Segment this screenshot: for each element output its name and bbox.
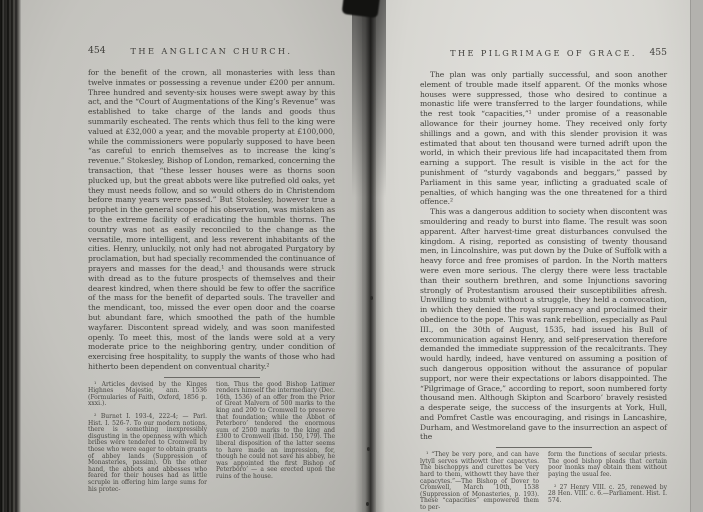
left-footnote-separator xyxy=(164,377,260,378)
left-footnotes xyxy=(88,382,335,494)
right-page xyxy=(376,0,690,512)
book-page-edges xyxy=(0,0,21,512)
spine-gutter-top-shadow xyxy=(352,0,386,220)
right-running-head xyxy=(420,48,667,61)
scan-speck xyxy=(367,447,370,451)
left-body-text xyxy=(88,68,335,372)
footnote: ² Burnet I. 193-4, 222-4; — Parl. Hist. I. 526-7. To our modern notions, there is something inexpressibly disgusting in the openness with which bribes were tendered to Cromwell by those who were eager to obtain grants of abbey lands (Suppression of Monasteries, passim). On the other hand, the abbots and abbesses who feared for their houses had as little scruple in offering him large sums for his protec- xyxy=(88,413,207,493)
left-page-number: 454 xyxy=(88,45,106,56)
right-body-paragraph: This was a dangerous addition to society when discontent was smouldering and ready to burst into flame. The result was soon apparent. After harvest-time great disturbances convulsed the kingdom. A rising, reported as consisting of twenty thousand men, in Lincolnshire, was put down by the Duke of Suffolk with a heavy force and free promises of pardon. In the North matters were even more serious. The clergy there were less tractable than their southern brethren, and some Injunctions savoring strongly of Protestantism aroused their susceptibilities afresh. Unwilling to submit without a struggle, they held a convocation, in which they denied the royal supremacy and proclaimed their obedience to the pope. This was rank rebellion, especially as Paul III., on the 30th of August, 1535, had issued his Bull of excommunication against Henry, and self-preservation therefore demanded the immediate suppression of the recalcitrants. They would hardly, indeed, have ventured on assuming a position of such dangerous opposition without the assurance of popular support, nor were their expectations or labors disappointed. The “Pilgrimage of Grace,” according to report, soon numbered forty thousand men. Although Skipton and Scarboro’ bravely resisted a desperate seige, the success of the insurgents at York, Hull, and Pomfret Castle was encouraging, and risings in Lancashire, Durham, and Westmoreland gave to the insurrection an aspect of the xyxy=(420,207,667,442)
right-footnote-separator xyxy=(496,447,592,448)
right-footnotes-column-2 xyxy=(548,452,667,511)
footnote-continuation: form the functions of secular priests. The good bishop pleads that certain poor monks may obtain them without paying the usual fee. xyxy=(548,451,667,479)
left-page xyxy=(21,0,362,512)
left-footnotes-column-1 xyxy=(88,382,207,494)
right-running-head-title: THE PILGRIMAGE OF GRACE. xyxy=(450,48,637,58)
scan-speck xyxy=(366,502,369,506)
scan-speck xyxy=(370,296,373,300)
left-body-paragraph: for the benefit of the crown, all monasteries with less than twelve inmates or possessing a revenue under £200 per annum. Three hundred and seventy-six houses were swept away by this act, and the “Court of Augmentations of the King’s Revenue” was established to take charge of the lands and goods thus summarily escheated. The rents which thus fell to the king were valued at £32,000 a year, and the movable property at £100,000, while the commissioners were popularly supposed to have been “as careful to enrich themselves as to increase the king’s revenue.” Stokesley, Bishop of London, remarked, concerning the transaction, that “these lesser houses were as thorns soon plucked up, but the great abbots were like putrefied old oaks, yet they must needs follow, and so would others do in Christendom before many years were passed.” But Stokesley, however true a prophet in the general scope of his observation, was mistaken as to the extreme facility of eradicating the humble thorns. The country was not as easily reconciled to the change as the versatile, more intelligent, and less reverent inhabitants of the cities. Henry, unluckily, not only had not abrogated Purgatory by proclamation, but had specially recommended the continuance of prayers and masses for the dead,¹ and thousands were struck with dread as to the future prospects of themselves and their dearest kindred, when there should be few to offer the sacrifice of the mass for the benefit of departed souls. The traveller and the mendicant, too, missed the ever open door and the coarse but abundant fare, which smoothed the path of the humble wayfarer. Discontent spread widely, and was soon manifested openly. To meet this, most of the lands were sold at a very moderate price to the neighboring gentry, under condition of exercising free hospitality, to supply the wants of those who had hitherto been dependent on conventual charity.² xyxy=(88,68,335,371)
footnote: ¹ Articles devised by the Kinges Highnes Majestie, ann. 1536 (Formularies of Faith, Oxford, 1856 p. xxxi.). xyxy=(88,380,207,408)
footnote: ² 27 Henry VIII. c. 25, renewed by 28 Hen. VIII. c. 6.—Parliament. Hist. I. 574. xyxy=(548,483,667,504)
right-body-paragraph: The plan was only partially successful, and soon another element of trouble made itself apparent. Of the monks whose houses were suppressed, those who desired to continue a monastic life were transferred to the larger foundations, while the rest took “capacities,”¹ under promise of a reasonable allowance for their journey home. They received only forty shillings and a gown, and with this slender provision it was estimated that about ten thousand were turned adrift upon the world, in which their previous life had incapacitated them from earning a support. The result is visible in the act for the punishment of “sturdy vagabonds and beggars,” passed by Parliament in this same year, inflicting a graduated scale of penalties, of which hanging was the one threatened for a third offence.² xyxy=(420,70,667,207)
right-page-number: 455 xyxy=(649,47,667,58)
left-footnotes-column-2 xyxy=(216,382,335,494)
right-footnotes xyxy=(420,452,667,511)
right-body-text xyxy=(420,70,667,442)
footnote: ¹ “They be very pore, and can have lytyll serves withowtt ther capacytes. The bischoppys and curettes be very hard to them, withowtt they have ther capacytes.”—The Bishop of Dover to Cromwell, March 10th, 1538 (Suppression of Monasteries, p. 193). These “capacities” empowered them to per- xyxy=(420,451,539,512)
footnote-continuation: tion. Thus the good Bishop Latimer renders himself the intermediary (Dec. 16th, 1536) of an offer from the Prior of Great Malvern of 500 marks to the king and 200 to Cromwell to preserve that foundation; while the Abbot of Peterboro’ tendered the enormous sum of 2500 marks to the king and £300 to Cromwell (Ibid. 150, 179). The liberal disposition of the latter seems to have made an impression, for, though he could not save his abbey, he was appointed the first Bishop of Peterboro’ — a see erected upon the ruins of the house. xyxy=(216,380,335,481)
left-page-content xyxy=(88,46,335,493)
left-running-head xyxy=(88,46,335,59)
left-running-head-title: THE ANGLICAN CHURCH. xyxy=(130,46,293,56)
right-footnotes-column-1 xyxy=(420,452,539,511)
right-page-content xyxy=(420,48,667,512)
right-page-margin-edge xyxy=(690,0,703,512)
